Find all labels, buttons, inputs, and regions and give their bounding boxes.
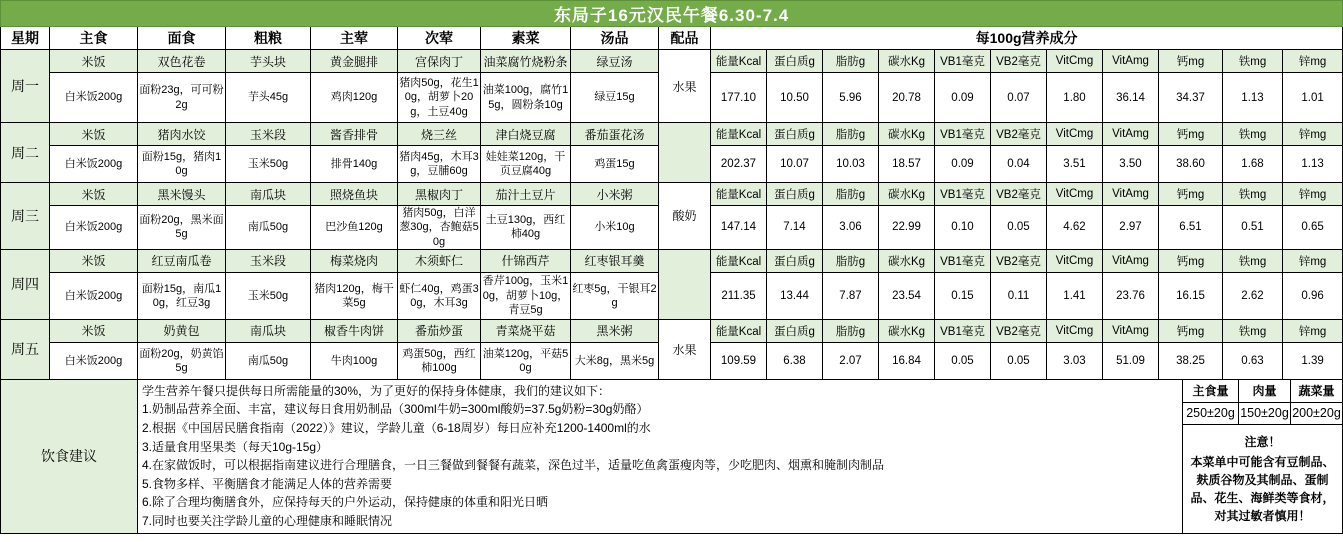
thursday-dish-row: [1, 249, 1343, 272]
nutrition-header-cell: VB2毫克: [991, 249, 1047, 272]
nutrition-value-cell: 0.63: [1223, 342, 1283, 379]
dish-cell: 黄金腿排: [311, 50, 398, 73]
nutrition-header-cell: 锌mg: [1283, 50, 1343, 73]
side-item-cell: 水果: [659, 50, 711, 123]
nutrition-header-cell: VB1毫克: [935, 50, 991, 73]
nutrition-header-cell: 钙mg: [1159, 319, 1223, 342]
dish-cell: 红豆南瓜卷: [138, 249, 226, 272]
dish-cell: 酱香排骨: [311, 123, 398, 146]
amount-cell: 面粉15g，猪肉10g: [138, 146, 226, 183]
dish-cell: 芋头块: [226, 50, 311, 73]
nutrition-value-cell: 0.09: [935, 73, 991, 123]
dish-cell: 黑椒肉丁: [398, 183, 481, 206]
amount-cell: 大米8g，黑米5g: [571, 342, 659, 379]
nutrition-header-cell: VB2毫克: [991, 183, 1047, 206]
dish-cell: 椒香牛肉饼: [311, 319, 398, 342]
amount-cell: 鸡蛋15g: [571, 146, 659, 183]
nutrition-header-cell: 铁mg: [1223, 123, 1283, 146]
allergy-note-body: 本菜单中可能含有豆制品、麸质谷物及其制品、蛋制品、花生、海鲜类等食材，对其过敏者慎用！: [1190, 455, 1335, 523]
portion-value-meat: 150±20g: [1239, 402, 1291, 425]
nutrition-header-cell: VB2毫克: [991, 50, 1047, 73]
amount-cell: 鸡蛋50g，西红柿100g: [398, 342, 481, 379]
dish-cell: 青菜烧平菇: [481, 319, 571, 342]
dish-cell: 梅菜烧肉: [311, 249, 398, 272]
nutrition-value-cell: 10.07: [767, 146, 823, 183]
header-row: [1, 27, 1343, 50]
nutrition-value-cell: 0.10: [935, 206, 991, 250]
advice-line: 7.同时也要关注学龄儿童的心理健康和睡眠情况: [142, 514, 393, 529]
nutrition-value-cell: 109.59: [711, 342, 767, 379]
advice-label: 饮食建议: [1, 379, 138, 533]
col-header-vegetable: 素菜: [481, 27, 571, 50]
dish-cell: 米饭: [50, 123, 138, 146]
nutrition-value-cell: 6.51: [1159, 206, 1223, 250]
col-header-staple: 主食: [50, 27, 138, 50]
portion-header-vegetable: 蔬菜量: [1291, 379, 1343, 402]
amount-cell: 猪肉50g，白洋葱30g，杏鲍菇50g: [399, 207, 479, 248]
nutrition-value-cell: 1.13: [1223, 73, 1283, 123]
nutrition-group-header: 每100g营养成分: [711, 27, 1343, 50]
nutrition-header-cell: VitAmg: [1103, 123, 1159, 146]
dish-cell: 双色花卷: [138, 50, 226, 73]
col-header-pasta: 面食: [138, 27, 226, 50]
amount-cell: 面粉20g，黑米面5g: [138, 206, 226, 250]
nutrition-header-cell: 能量Kcal: [711, 183, 767, 206]
nutrition-value-cell: 7.14: [767, 206, 823, 250]
nutrition-value-cell: 38.25: [1159, 342, 1223, 379]
amount-cell: 白米饭200g: [50, 206, 138, 250]
nutrition-value-cell: 34.37: [1159, 73, 1223, 123]
col-header-week: 星期: [1, 27, 50, 50]
nutrition-header-cell: 能量Kcal: [711, 123, 767, 146]
nutrition-value-cell: 0.04: [991, 146, 1047, 183]
day-label: 周三: [1, 183, 50, 250]
amount-cell: 南瓜50g: [226, 342, 311, 379]
allergy-note-title: 注意！: [1244, 435, 1281, 449]
advice-line: 学生营养午餐只提供每日所需能量的30%，为了更好的保持身体健康，我们的建议如下：: [142, 383, 611, 398]
advice-line: 4.在家做饭时，可以根据指南建议进行合理膳食，一日三餐做到餐餐有蔬菜，深色过半，适量吃鱼禽蛋瘦肉等，少吃肥肉、烟熏和腌制肉制品: [142, 458, 885, 473]
nutrition-header-cell: VB2毫克: [991, 123, 1047, 146]
nutrition-header-cell: VitAmg: [1103, 50, 1159, 73]
amount-cell: 南瓜50g: [226, 206, 311, 250]
nutrition-header-cell: 铁mg: [1223, 50, 1283, 73]
nutrition-value-cell: 3.03: [1047, 342, 1103, 379]
nutrition-value-cell: 1.80: [1047, 73, 1103, 123]
title-row: [1, 1, 1343, 27]
nutrition-value-cell: 1.68: [1223, 146, 1283, 183]
amount-cell: 红枣5g，干银耳2g: [571, 272, 659, 319]
nutrition-value-cell: 3.51: [1047, 146, 1103, 183]
col-header-second-meat: 次荤: [398, 27, 481, 50]
amount-cell: 面粉20g，奶黄馅5g: [138, 342, 226, 379]
nutrition-value-cell: 2.07: [823, 342, 879, 379]
side-item-cell: [659, 123, 711, 183]
portion-value-vegetable: 200±20g: [1291, 402, 1343, 425]
amount-cell: 面粉15g，南瓜10g，红豆3g: [138, 272, 226, 319]
side-item-cell: [659, 249, 711, 319]
allergy-note: [1183, 425, 1343, 533]
nutrition-value-cell: 211.35: [711, 272, 767, 319]
amount-cell: 小米10g: [571, 206, 659, 250]
advice-line: 5.食物多样、平衡膳食才能满足人体的营养需要: [142, 476, 393, 491]
nutrition-value-cell: 2.62: [1223, 272, 1283, 319]
nutrition-header-cell: 蛋白质g: [767, 249, 823, 272]
nutrition-header-cell: 脂肪g: [823, 50, 879, 73]
nutrition-header-cell: 钙mg: [1159, 249, 1223, 272]
nutrition-header-cell: VitCmg: [1047, 50, 1103, 73]
amount-cell: 巴沙鱼120g: [311, 206, 398, 250]
amount-cell: 白米饭200g: [50, 73, 138, 123]
nutrition-value-cell: 0.05: [991, 342, 1047, 379]
amount-cell: 玉米50g: [226, 272, 311, 319]
nutrition-header-cell: 钙mg: [1159, 50, 1223, 73]
nutrition-value-cell: 0.05: [935, 342, 991, 379]
day-label: 周五: [1, 319, 50, 379]
nutrition-header-cell: VB1毫克: [935, 123, 991, 146]
amount-cell: 虾仁40g，鸡蛋30g，木耳3g: [398, 272, 481, 319]
nutrition-header-cell: 碳水Kg: [879, 319, 935, 342]
nutrition-value-cell: 3.06: [823, 206, 879, 250]
nutrition-value-cell: 0.96: [1283, 272, 1343, 319]
nutrition-value-cell: 0.05: [991, 206, 1047, 250]
amount-cell: 鸡肉120g: [311, 73, 398, 123]
bottom-strip: [0, 534, 1342, 542]
nutrition-value-cell: 5.96: [823, 73, 879, 123]
dish-cell: 红枣银耳羹: [571, 249, 659, 272]
nutrition-value-cell: 23.76: [1103, 272, 1159, 319]
nutrition-value-cell: 0.15: [935, 272, 991, 319]
nutrition-value-cell: 0.65: [1283, 206, 1343, 250]
advice-line: 1.奶制品营养全面、丰富，建议每日食用奶制品（300ml牛奶=300ml酸奶=37.5g奶粉=30g奶酪）: [142, 402, 649, 417]
dish-cell: 茄汁土豆片: [481, 183, 571, 206]
dish-cell: 绿豆汤: [571, 50, 659, 73]
nutrition-header-cell: VitCmg: [1047, 183, 1103, 206]
nutrition-header-cell: 蛋白质g: [767, 319, 823, 342]
nutrition-value-cell: 3.50: [1103, 146, 1159, 183]
day-label: 周一: [1, 50, 50, 123]
dish-cell: 照烧鱼块: [311, 183, 398, 206]
nutrition-value-cell: 36.14: [1103, 73, 1159, 123]
nutrition-header-cell: 钙mg: [1159, 183, 1223, 206]
nutrition-value-cell: 22.99: [879, 206, 935, 250]
amount-cell: 玉米50g: [226, 146, 311, 183]
dish-cell: 什锦西芹: [481, 249, 571, 272]
dish-cell: 猪肉水饺: [138, 123, 226, 146]
nutrition-header-cell: 蛋白质g: [767, 50, 823, 73]
side-item-cell: 水果: [659, 319, 711, 379]
nutrition-value-cell: 0.09: [935, 146, 991, 183]
nutrition-value-cell: 38.60: [1159, 146, 1223, 183]
nutrition-value-cell: 10.50: [767, 73, 823, 123]
nutrition-header-cell: 脂肪g: [823, 249, 879, 272]
nutrition-value-cell: 0.07: [991, 73, 1047, 123]
nutrition-header-cell: 锌mg: [1283, 249, 1343, 272]
advice-line: 3.适量食用坚果类（每天10g-15g）: [142, 439, 329, 454]
nutrition-value-cell: 1.13: [1283, 146, 1343, 183]
amount-cell: 排骨140g: [311, 146, 398, 183]
nutrition-header-cell: 脂肪g: [823, 319, 879, 342]
nutrition-header-cell: VB1毫克: [935, 183, 991, 206]
nutrition-value-cell: 18.57: [879, 146, 935, 183]
dish-cell: 宫保肉丁: [398, 50, 481, 73]
nutrition-value-cell: 23.54: [879, 272, 935, 319]
dish-cell: 津白烧豆腐: [481, 123, 571, 146]
amount-cell: 娃娃菜120g，干页豆腐40g: [481, 146, 571, 183]
amount-cell: 猪肉50g，花生10g，胡萝卜20g，土豆40g: [398, 73, 481, 123]
portion-header-meat: 肉量: [1239, 379, 1291, 402]
nutrition-header-cell: 碳水Kg: [879, 249, 935, 272]
nutrition-value-cell: 4.62: [1047, 206, 1103, 250]
nutrition-header-cell: 铁mg: [1223, 319, 1283, 342]
nutrition-header-cell: 钙mg: [1159, 123, 1223, 146]
nutrition-header-cell: 碳水Kg: [879, 50, 935, 73]
nutrition-header-cell: 脂肪g: [823, 183, 879, 206]
dish-cell: 玉米段: [226, 249, 311, 272]
dish-cell: 奶黄包: [138, 319, 226, 342]
amount-cell: 猪肉45g，木耳3g，豆脯60g: [398, 146, 481, 183]
nutrition-header-cell: 能量Kcal: [711, 319, 767, 342]
dish-cell: 米饭: [50, 50, 138, 73]
day-label: 周二: [1, 123, 50, 183]
nutrition-value-cell: 1.01: [1283, 73, 1343, 123]
nutrition-header-cell: VB1毫克: [935, 249, 991, 272]
nutrition-value-cell: 7.87: [823, 272, 879, 319]
monday-dish-row: [1, 50, 1343, 73]
dish-cell: 油菜腐竹烧粉条: [481, 50, 571, 73]
col-header-soup: 汤品: [571, 27, 659, 50]
amount-cell: 白米饭200g: [50, 146, 138, 183]
page-title: 东局子16元汉民午餐6.30-7.4: [1, 1, 1343, 27]
nutrition-header-cell: VitCmg: [1047, 319, 1103, 342]
col-header-side: 配品: [659, 27, 711, 50]
amount-cell: 猪肉120g，梅干菜5g: [311, 272, 398, 319]
advice-line: 6.除了合理均衡膳食外，应保持每天的户外运动，保持健康的体重和阳光日晒: [142, 495, 549, 510]
dish-cell: 黑米粥: [571, 319, 659, 342]
nutrition-value-cell: 202.37: [711, 146, 767, 183]
nutrition-header-cell: VB1毫克: [935, 319, 991, 342]
nutrition-value-cell: 0.51: [1223, 206, 1283, 250]
wednesday-dish-row: [1, 183, 1343, 206]
nutrition-value-cell: 177.10: [711, 73, 767, 123]
amount-cell: 芋头45g: [226, 73, 311, 123]
amount-cell: 白米饭200g: [50, 342, 138, 379]
nutrition-header-cell: 铁mg: [1223, 183, 1283, 206]
nutrition-header-cell: 能量Kcal: [711, 50, 767, 73]
day-label: 周四: [1, 249, 50, 319]
nutrition-value-cell: 0.11: [991, 272, 1047, 319]
nutrition-value-cell: 6.38: [767, 342, 823, 379]
nutrition-value-cell: 16.84: [879, 342, 935, 379]
dish-cell: 南瓜块: [226, 319, 311, 342]
dish-cell: 米饭: [50, 319, 138, 342]
nutrition-header-cell: 碳水Kg: [879, 183, 935, 206]
nutrition-header-cell: 锌mg: [1283, 123, 1343, 146]
advice-line: 2.根据《中国居民膳食指南（2022）》建议，学龄儿童（6-18周岁）每日应补充1200-1400ml的水: [142, 421, 651, 436]
nutrition-header-cell: VB2毫克: [991, 319, 1047, 342]
dish-cell: 米饭: [50, 249, 138, 272]
amount-cell: 油菜120g，平菇50g: [481, 342, 571, 379]
amount-cell: 白米饭200g: [50, 272, 138, 319]
nutrition-value-cell: 1.39: [1283, 342, 1343, 379]
amount-cell: 油菜100g，腐竹15g，圆粉条10g: [481, 73, 571, 123]
nutrition-header-cell: 蛋白质g: [767, 123, 823, 146]
nutrition-header-cell: VitCmg: [1047, 123, 1103, 146]
col-header-main-meat: 主荤: [311, 27, 398, 50]
dish-cell: 小米粥: [571, 183, 659, 206]
amount-cell: 面粉23g，可可粉2g: [138, 73, 226, 123]
amount-cell: 牛肉100g: [311, 342, 398, 379]
col-header-coarse-grain: 粗粮: [226, 27, 311, 50]
dish-cell: 烧三丝: [398, 123, 481, 146]
amount-cell: 土豆130g，西红柿40g: [481, 206, 571, 250]
portion-header-row: [1, 379, 1343, 402]
nutrition-value-cell: 2.97: [1103, 206, 1159, 250]
dish-cell: 米饭: [50, 183, 138, 206]
side-item-cell: 酸奶: [659, 183, 711, 250]
dish-cell: 黑米馒头: [138, 183, 226, 206]
nutrition-header-cell: VitAmg: [1103, 183, 1159, 206]
friday-dish-row: [1, 319, 1343, 342]
advice-section: [0, 379, 1343, 534]
nutrition-value-cell: 51.09: [1103, 342, 1159, 379]
nutrition-header-cell: 锌mg: [1283, 183, 1343, 206]
advice-body: [138, 379, 1183, 533]
nutrition-header-cell: 蛋白质g: [767, 183, 823, 206]
nutrition-header-cell: VitCmg: [1047, 249, 1103, 272]
dish-cell: 玉米段: [226, 123, 311, 146]
nutrition-header-cell: VitAmg: [1103, 319, 1159, 342]
nutrition-header-cell: 脂肪g: [823, 123, 879, 146]
nutrition-header-cell: 铁mg: [1223, 249, 1283, 272]
nutrition-value-cell: 147.14: [711, 206, 767, 250]
nutrition-header-cell: VitAmg: [1103, 249, 1159, 272]
nutrition-header-cell: 锌mg: [1283, 319, 1343, 342]
nutrition-value-cell: 16.15: [1159, 272, 1223, 319]
nutrition-value-cell: 1.41: [1047, 272, 1103, 319]
nutrition-value-cell: 10.03: [823, 146, 879, 183]
dish-cell: 木须虾仁: [398, 249, 481, 272]
tuesday-dish-row: [1, 123, 1343, 146]
dish-cell: 番茄炒蛋: [398, 319, 481, 342]
dish-cell: 南瓜块: [226, 183, 311, 206]
portion-header-staple: 主食量: [1183, 379, 1239, 402]
portion-value-staple: 250±20g: [1183, 402, 1239, 425]
amount-cell: 香芹100g，玉米10g，胡萝卜10g，青豆5g: [481, 272, 571, 319]
nutrition-header-cell: 碳水Kg: [879, 123, 935, 146]
nutrition-header-cell: 能量Kcal: [711, 249, 767, 272]
dish-cell: 番茄蛋花汤: [571, 123, 659, 146]
amount-cell: 绿豆15g: [571, 73, 659, 123]
nutrition-value-cell: 20.78: [879, 73, 935, 123]
nutrition-value-cell: 13.44: [767, 272, 823, 319]
